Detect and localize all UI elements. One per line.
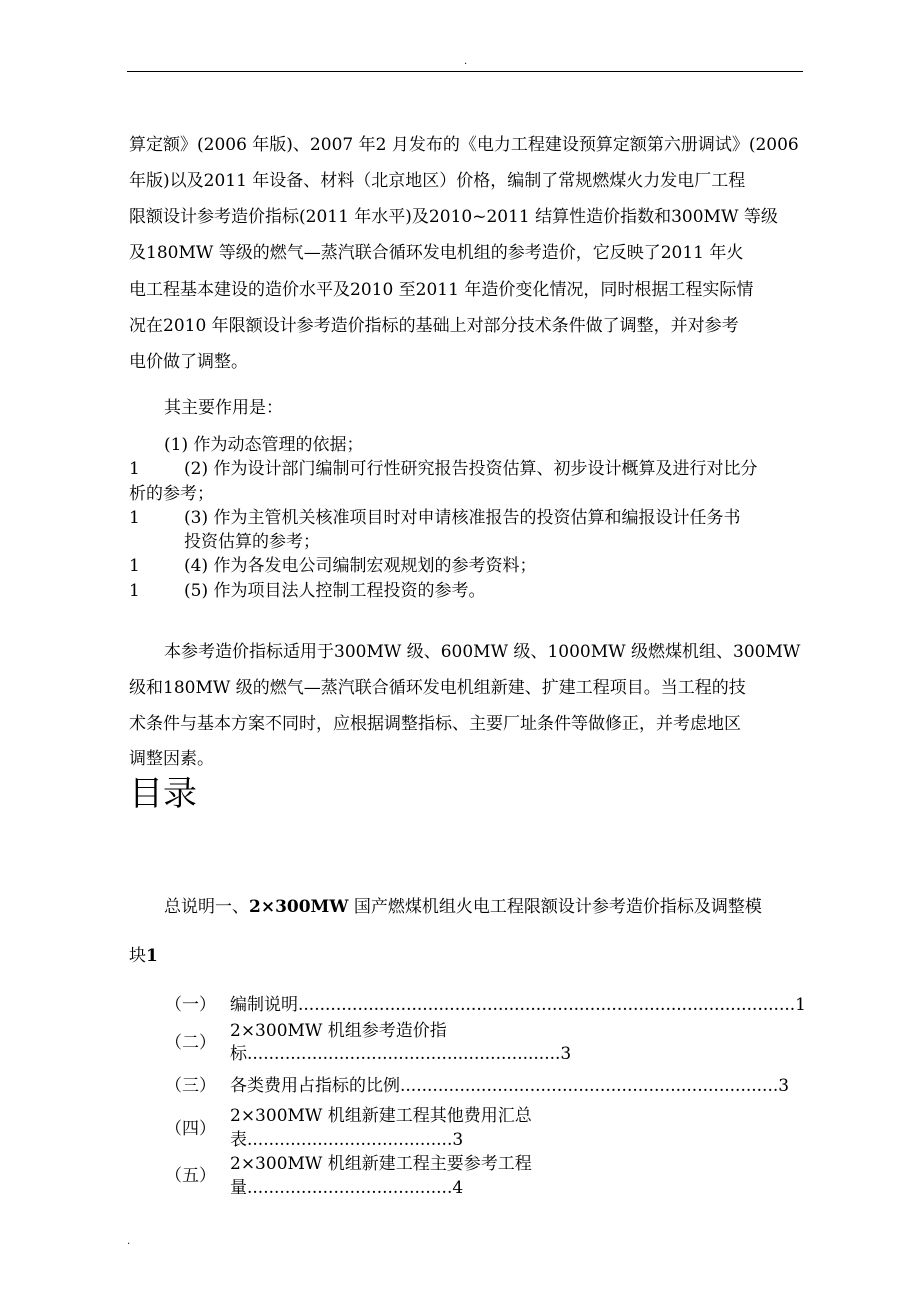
para2-line-4: 调整因素。 bbox=[129, 749, 214, 769]
header-rule bbox=[127, 71, 803, 72]
use-item-5: (5) 作为项目法人控制工程投资的参考。 bbox=[184, 581, 486, 601]
toc-item-link-cont[interactable]: 标..........................................................3 bbox=[230, 1044, 572, 1064]
list-marker: 1 bbox=[129, 508, 140, 528]
use-item-4: (4) 作为各发电公司编制宏观规划的参考资料； bbox=[184, 556, 537, 576]
para2-line-1: 本参考造价指标适用于300MW 级、600MW 级、1000MW 级燃煤机组、300MW bbox=[164, 642, 801, 662]
toc-item-link[interactable]: 各类费用占指标的比例......................................................................3 bbox=[230, 1076, 790, 1096]
toc-title: 目录 bbox=[129, 774, 197, 814]
toc-item-link[interactable]: 2×300MW 机组参考造价指 bbox=[230, 1021, 447, 1041]
toc-item-number: （一） bbox=[165, 995, 216, 1015]
para2-line-2: 级和180MW 级的燃气—蒸汽联合循环发电机组新建、扩建工程项目。当工程的技 bbox=[129, 678, 746, 698]
toc-item-link-cont[interactable]: 量......................................4 bbox=[230, 1178, 464, 1198]
toc-item-link-cont[interactable]: 表......................................3 bbox=[230, 1130, 464, 1150]
toc-item-number: （二） bbox=[165, 1033, 216, 1053]
header-dot: . bbox=[464, 56, 468, 67]
toc-heading bbox=[164, 895, 762, 919]
toc-heading-prefix: 总说明一、 bbox=[164, 897, 249, 917]
toc-heading-bold: 2×300MW bbox=[249, 897, 349, 917]
toc-heading-line-2 bbox=[129, 944, 158, 968]
toc-heading-rest: 国产燃煤机组火电工程限额设计参考造价指标及调整模 bbox=[348, 897, 762, 917]
toc-item-number: （四） bbox=[165, 1119, 216, 1139]
para1-line-5: 电工程基本建设的造价水平及2010 至2011 年造价变化情况，同时根据工程实际情 bbox=[129, 280, 754, 300]
use-item-2-cont: 析的参考； bbox=[129, 484, 214, 504]
toc-heading-line2-page: 1 bbox=[146, 946, 158, 966]
toc-item-link[interactable]: 2×300MW 机组新建工程其他费用汇总 bbox=[230, 1106, 532, 1126]
list-marker: 1 bbox=[129, 556, 140, 576]
use-item-2: (2) 作为设计部门编制可行性研究报告投资估算、初步设计概算及进行对比分 bbox=[184, 459, 758, 479]
toc-item-number: （五） bbox=[165, 1166, 216, 1186]
main-use-label: 其主要作用是： bbox=[164, 398, 283, 418]
toc-item-number: （三） bbox=[165, 1076, 216, 1096]
para1-line-6: 况在2010 年限额设计参考造价指标的基础上对部分技术条件做了调整，并对参考 bbox=[129, 316, 739, 336]
use-item-3-cont: 投资估算的参考； bbox=[184, 532, 320, 552]
use-item-3: (3) 作为主管机关核准项目时对申请核准报告的投资估算和编报设计任务书 bbox=[184, 508, 741, 528]
para2-line-3: 术条件与基本方案不同时，应根据调整指标、主要厂址条件等做修正，并考虑地区 bbox=[129, 714, 741, 734]
use-item-1: (1) 作为动态管理的依据； bbox=[164, 435, 364, 455]
toc-item-link[interactable]: 编制说明............................................................................................1 bbox=[230, 995, 806, 1015]
list-marker: 1 bbox=[129, 459, 140, 479]
toc-heading-line2-text: 块 bbox=[129, 946, 146, 966]
footer-dot: . bbox=[127, 1236, 131, 1247]
para1-line-2: 年版)以及2011 年设备、材料（北京地区）价格，编制了常规燃煤火力发电厂工程 bbox=[129, 171, 746, 191]
list-marker: 1 bbox=[129, 581, 140, 601]
toc-item-link[interactable]: 2×300MW 机组新建工程主要参考工程 bbox=[230, 1154, 532, 1174]
para1-line-3: 限额设计参考造价指标(2011 年水平)及2010~2011 结算性造价指数和300MW 等级 bbox=[129, 207, 778, 227]
para1-line-4: 及180MW 等级的燃气—蒸汽联合循环发电机组的参考造价，它反映了2011 年火 bbox=[129, 243, 744, 263]
para1-line-1: 算定额》(2006 年版)、2007 年2 月发布的《电力工程建设预算定额第六册调试》(2006 bbox=[129, 135, 799, 155]
para1-line-7: 电价做了调整。 bbox=[129, 352, 248, 372]
